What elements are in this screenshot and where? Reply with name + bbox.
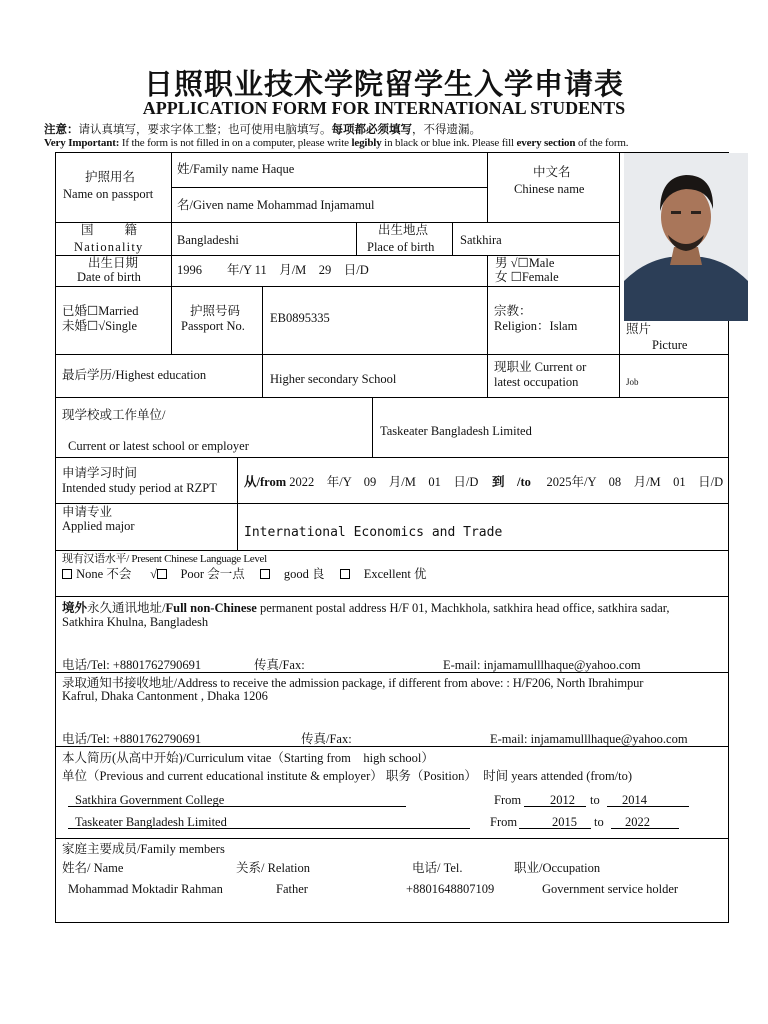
- given-name-field[interactable]: 名/Given name Mohammad Injamamul: [177, 198, 375, 212]
- divider: [619, 354, 620, 397]
- underline: [524, 806, 586, 807]
- divider: [487, 255, 488, 286]
- religion-field[interactable]: Religion：Islam: [494, 319, 578, 333]
- notice-bold: 每项都必须填写: [331, 124, 412, 136]
- checkbox-icon[interactable]: [157, 569, 167, 579]
- notice-label: 注意：: [44, 124, 79, 136]
- school-field[interactable]: Taskeater Bangladesh Limited: [380, 424, 532, 438]
- notice-text: 请认真填写，要求字体工整；也可使用电脑填写。: [78, 124, 332, 136]
- cv-from-label: From: [494, 793, 522, 807]
- divider: [171, 152, 172, 222]
- divider: [237, 457, 238, 503]
- gender-female-option[interactable]: 女 ☐Female: [495, 270, 559, 284]
- family-member-occupation[interactable]: Government service holder: [542, 882, 679, 896]
- admission-address-line2[interactable]: Kafrul, Dhaka Cantonment , Dhaka 1206: [62, 689, 268, 703]
- to-label: 到 /to: [492, 475, 531, 489]
- school-label-en: Current or latest school or employer: [68, 439, 249, 453]
- photo-label-cn: 照片: [626, 322, 652, 336]
- nationality-field[interactable]: Bangladeshi: [177, 233, 239, 247]
- divider: [55, 503, 729, 504]
- chinese-level-label: 现有汉语水平/ Present Chinese Language Level: [62, 553, 267, 565]
- level-none: None 不会: [76, 567, 132, 581]
- level-excellent: Excellent 优: [363, 567, 427, 581]
- level-poor: Poor 会一点: [180, 567, 245, 581]
- birthplace-label-cn: 出生地点: [378, 223, 429, 237]
- divider: [55, 596, 729, 597]
- divider: [452, 222, 453, 255]
- form-title-english: APPLICATION FORM FOR INTERNATIONAL STUDENTS: [142, 98, 626, 118]
- dob-field[interactable]: 1996 年/Y 11 月/M 29 日/D: [177, 263, 369, 277]
- cv-to-label: to: [594, 815, 604, 829]
- dob-label-cn: 出生日期: [88, 256, 139, 270]
- study-period-from[interactable]: [244, 475, 478, 489]
- checkbox-icon[interactable]: [62, 569, 72, 579]
- divider: [55, 397, 729, 398]
- cv-to-year[interactable]: 2022: [625, 815, 650, 829]
- religion-label: 宗教：: [494, 304, 532, 318]
- dob-label-en: Date of birth: [77, 270, 141, 284]
- cv-title: 本人简历(从高中开始)/Curriculum vitae（Starting from high school）: [62, 751, 434, 765]
- fax-field[interactable]: 传真/Fax:: [301, 732, 352, 746]
- family-name-field[interactable]: 姓/Family name Haque: [177, 162, 295, 176]
- gender-male-option[interactable]: 男 √☐Male: [495, 256, 555, 270]
- divider: [55, 222, 619, 223]
- single-option[interactable]: 未婚☐√Single: [62, 319, 138, 333]
- notice-en-label: Very Important:: [44, 137, 120, 149]
- passport-name-label-en: Name on passport: [63, 187, 154, 201]
- passport-name-label-cn: 护照用名: [85, 170, 136, 184]
- divider: [262, 286, 263, 354]
- divider: [55, 838, 729, 839]
- level-check-mark: √: [150, 567, 157, 581]
- underline: [611, 828, 679, 829]
- study-period-label-cn: 申请学习时间: [62, 466, 138, 480]
- divider: [55, 286, 619, 287]
- divider: [55, 354, 729, 355]
- underline: [68, 828, 470, 829]
- email-field[interactable]: E-mail: injamamulllhaque@yahoo.com: [443, 658, 641, 672]
- cv-from-year[interactable]: 2015: [552, 815, 577, 829]
- divider: [619, 152, 620, 354]
- address-cn: 永久通讯地址/: [87, 601, 166, 615]
- major-label-en: Applied major: [62, 519, 135, 533]
- address-text: permanent postal address H/F 01, Machkhola, satkhira head office, satkhira sadar,: [256, 601, 670, 615]
- divider: [487, 286, 488, 354]
- to-date: 2025年/Y 08 月/M 01 日/D: [546, 475, 724, 489]
- divider: [55, 672, 729, 673]
- married-option[interactable]: 已婚☐Married: [62, 304, 139, 318]
- family-member-relation[interactable]: Father: [276, 882, 308, 896]
- chinese-level-options: [62, 567, 427, 581]
- photo-label-en: Picture: [652, 338, 688, 352]
- occupation-field[interactable]: Job: [626, 377, 639, 387]
- notice-english: [44, 137, 628, 149]
- chinese-name-label-en: Chinese name: [514, 182, 585, 196]
- nationality-label-cn: 国 籍: [81, 223, 140, 237]
- form-title-chinese: 日照职业技术学院留学生入学申请表: [143, 67, 624, 101]
- cv-institute[interactable]: Taskeater Bangladesh Limited: [75, 815, 227, 829]
- family-title: 家庭主要成员/Family members: [62, 842, 225, 856]
- family-header-occupation: 职业/Occupation: [514, 861, 601, 875]
- underline: [519, 828, 591, 829]
- notice-en-bold: legibly: [351, 137, 382, 149]
- checkbox-icon[interactable]: [260, 569, 270, 579]
- divider: [262, 354, 263, 397]
- major-label-cn: 申请专业: [62, 505, 113, 519]
- divider: [171, 187, 487, 188]
- family-header-tel: 电话/ Tel.: [412, 861, 463, 875]
- fax-field[interactable]: 传真/Fax:: [254, 658, 305, 672]
- passport-no-label-cn: 护照号码: [190, 304, 241, 318]
- permanent-address-line1[interactable]: [62, 601, 670, 615]
- person-portrait-icon: [624, 153, 748, 321]
- divider: [487, 354, 488, 397]
- passport-no-field[interactable]: EB0895335: [270, 311, 330, 325]
- family-member-tel[interactable]: +8801648807109: [406, 882, 495, 896]
- cv-to-label: to: [590, 793, 600, 807]
- divider: [171, 222, 172, 286]
- family-member-name[interactable]: Mohammad Moktadir Rahman: [68, 882, 223, 896]
- divider: [55, 457, 729, 458]
- birthplace-field[interactable]: Satkhira: [460, 233, 502, 247]
- from-date: 2022 年/Y 09 月/M 01 日/D: [289, 475, 479, 489]
- nationality-label-en: Nationality: [74, 240, 144, 254]
- divider: [487, 152, 488, 222]
- from-label: 从/from: [244, 475, 287, 489]
- permanent-address-line2[interactable]: Satkhira Khulna, Bangladesh: [62, 615, 209, 629]
- divider: [55, 550, 729, 551]
- notice-en-text: If the form is not filled in on a computer, please write: [119, 137, 352, 149]
- address-bold-en: Full non-Chinese: [165, 601, 257, 615]
- admission-address-line1[interactable]: 录取通知书接收地址/Address to receive the admission package, if different from above: : H/F206, North Ibrahimpur: [62, 676, 644, 690]
- tel-field[interactable]: 电话/Tel: +8801762790691: [62, 658, 202, 672]
- notice-chinese: [44, 121, 481, 137]
- major-field[interactable]: International Economics and Trade: [244, 525, 503, 540]
- level-good: good 良: [283, 567, 325, 581]
- study-period-label-en: Intended study period at RZPT: [62, 481, 217, 495]
- cv-to-year[interactable]: 2014: [622, 793, 647, 807]
- divider: [237, 503, 238, 550]
- cv-header: 单位（Previous and current educational institute & employer） 职务（Position） 时间 years attended (from/to): [62, 769, 633, 783]
- education-label: 最后学历/Highest education: [62, 368, 207, 382]
- address-bold-cn: 境外: [62, 601, 88, 615]
- divider: [356, 222, 357, 255]
- family-header-name: 姓名/ Name: [62, 861, 124, 875]
- cv-institute[interactable]: Satkhira Government College: [75, 793, 225, 807]
- email-field[interactable]: E-mail: injamamulllhaque@yahoo.com: [490, 732, 688, 746]
- cv-from-label: From: [490, 815, 518, 829]
- occupation-label-en: latest occupation: [494, 375, 579, 389]
- occupation-label-cn: 现职业 Current or: [494, 360, 587, 374]
- cv-from-year[interactable]: 2012: [550, 793, 575, 807]
- family-header-relation: 关系/ Relation: [236, 861, 310, 875]
- chinese-name-label-cn: 中文名: [533, 165, 571, 179]
- education-field[interactable]: Higher secondary School: [270, 372, 397, 386]
- passport-no-label-en: Passport No.: [181, 319, 245, 333]
- notice-en-text: of the form.: [575, 137, 629, 149]
- study-period-to[interactable]: [492, 475, 723, 489]
- underline: [68, 806, 406, 807]
- notice-en-bold: every section: [516, 137, 576, 149]
- school-label-cn: 现学校或工作单位/: [62, 408, 166, 422]
- divider: [55, 746, 729, 747]
- applicant-photo: [624, 153, 748, 321]
- underline: [607, 806, 689, 807]
- divider: [372, 397, 373, 457]
- divider: [171, 286, 172, 354]
- birthplace-label-en: Place of birth: [367, 240, 435, 254]
- notice-tail: ，不得遗漏。: [412, 124, 481, 136]
- notice-en-text: in black or blue ink. Please fill: [381, 137, 517, 149]
- checkbox-icon[interactable]: [340, 569, 350, 579]
- tel-field[interactable]: 电话/Tel: +8801762790691: [62, 732, 202, 746]
